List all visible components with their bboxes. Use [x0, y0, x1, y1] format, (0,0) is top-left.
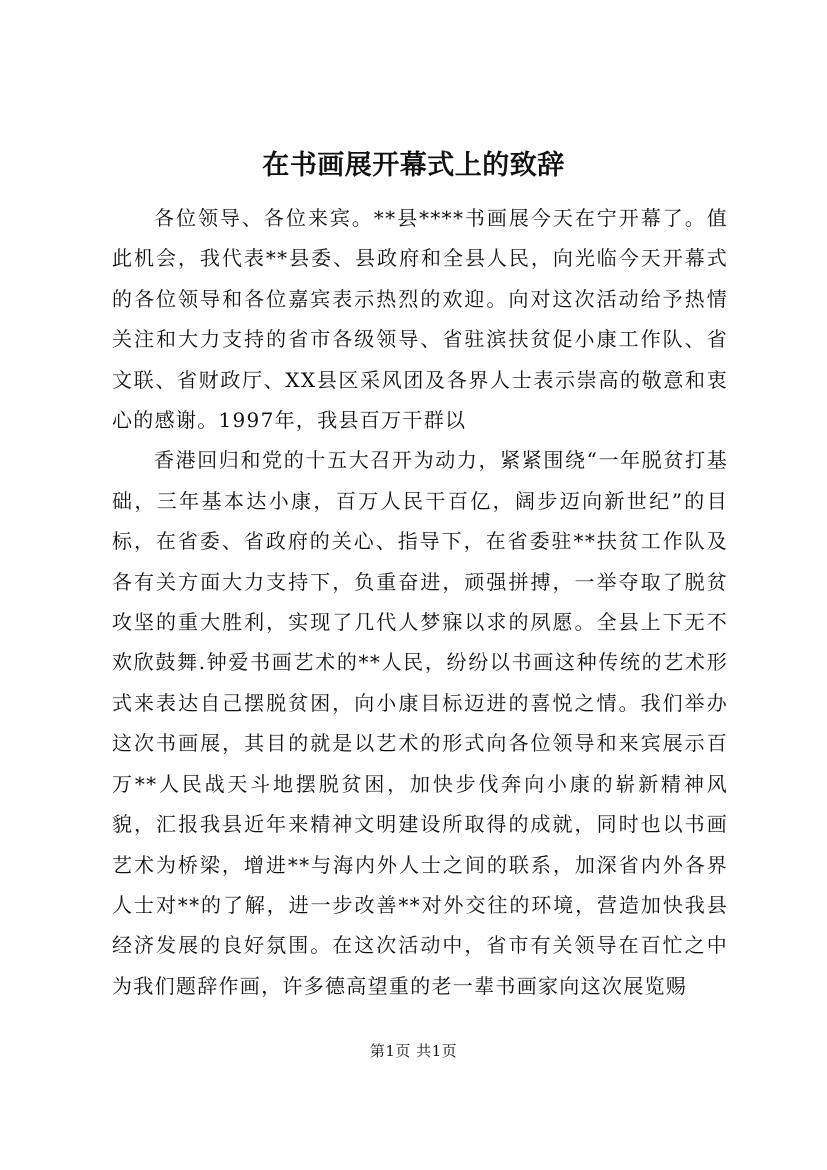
- paragraph-2: 香港回归和党的十五大召开为动力，紧紧围绕“一年脱贫打基础，三年基本达小康，百万人民干百亿，阔步迈向新世纪”的目标，在省委、省政府的关心、指导下，在省委驻**扶贫工作队及各有关方面大力支持下，负重奋进，顽强拼搏，一举夺取了脱贫攻坚的重大胜利，实现了几代人梦寐以求的夙愿。全县上下无不欢欣鼓舞.钟爱书画艺术的**人民，纷纷以书画这种传统的艺术形式来表达自己摆脱贫困，向小康目标迈进的喜悦之情。我们举办这次书画展，其目的就是以艺术的形式向各位领导和来宾展示百万**人民战天斗地摆脱贫困，加快步伐奔向小康的崭新精神风貌，汇报我县近年来精神文明建设所取得的成就，同时也以书画艺术为桥梁，增进**与海内外人士之间的联系，加深省内外各界人士对**的了解，进一步改善**对外交往的环境，营造加快我县经济发展的良好氛围。在这次活动中，省市有关领导在百忙之中为我们题辞作画，许多德高望重的老一辈书画家向这次展览赐: [112, 448, 728, 998]
- document-body: [112, 198, 728, 1006]
- paragraph-1: 各位领导、各位来宾。**县****书画展今天在宁开幕了。值此机会，我代表**县委、县政府和全县人民，向光临今天开幕式的各位领导和各位嘉宾表示热烈的欢迎。向对这次活动给予热情关注和大力支持的省市各级领导、省驻滨扶贫促小康工作队、省文联、省财政厅、XX县区采风团及各界人士表示崇高的敬意和衷心的感谢。1997年，我县百万干群以: [112, 206, 728, 433]
- document-title: 在书画展开幕式上的致辞: [262, 150, 565, 181]
- page-footer: 第1页 共1页: [369, 1042, 458, 1060]
